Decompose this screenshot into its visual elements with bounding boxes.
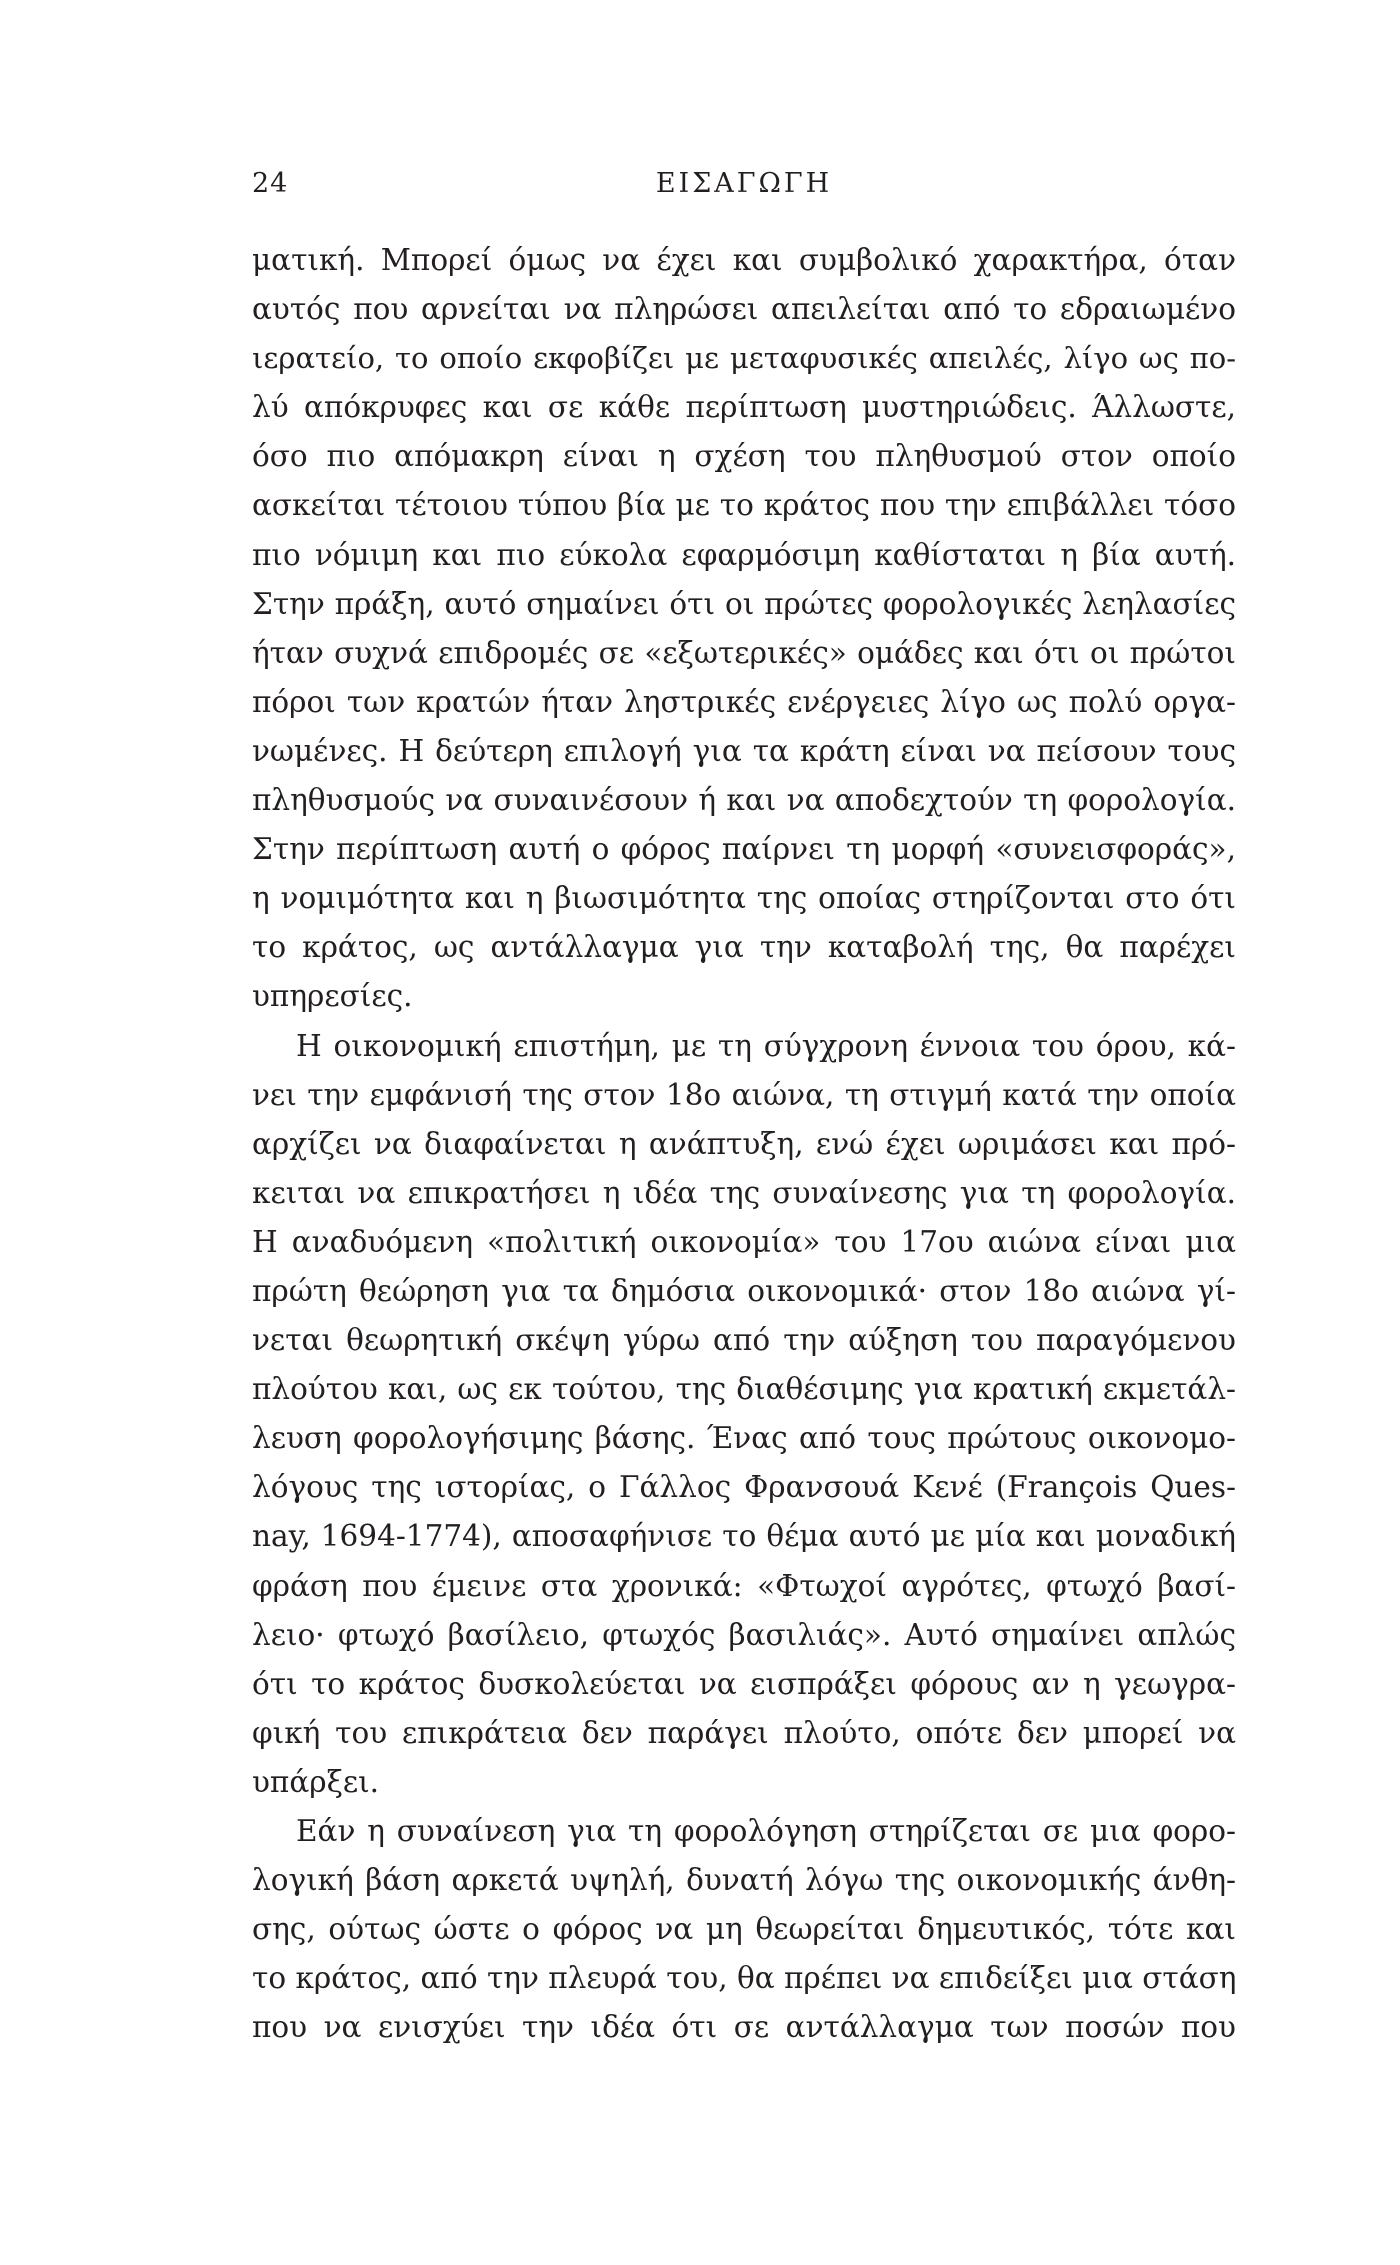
running-title: ΕΙΣΑΓΩΓΗ (655, 168, 833, 199)
text-line: το κράτος, από την πλευρά του, θα πρέπει να επιδείξει μια στάση (252, 1961, 1237, 1996)
text-line: νωμένες. Η δεύτερη επιλογή για τα κράτη είναι να πείσουν τους (252, 733, 1236, 768)
text-line: φράση που έμεινε στα χρονικά: «Φτωχοί αγρότες, φτωχό βασί- (252, 1568, 1236, 1603)
page-number: 24 (252, 168, 289, 199)
text-line: Στην περίπτωση αυτή ο φόρος παίρνει τη μορφή «συνεισφοράς», (252, 832, 1236, 867)
text-line: Στην πράξη, αυτό σημαίνει ότι οι πρώτες φορολογικές λεηλασίες (252, 586, 1236, 621)
text-line: πλούτου και, ως εκ τούτου, της διαθέσιμης για κρατική εκμετάλ- (252, 1372, 1236, 1407)
text-line: όσο πιο απόμακρη είναι η σχέση του πληθυσμού στον οποίο (252, 439, 1236, 474)
text-line: πρώτη θεώρηση για τα δημόσια οικονομικά· στον 18ο αιώνα γί- (252, 1273, 1236, 1308)
text-line: πιο νόμιμη και πιο εύκολα εφαρμόσιμη καθίσταται η βία αυτή. (252, 537, 1236, 572)
text-line: υπηρεσίες. (252, 979, 413, 1014)
text-line: πόροι των κρατών ήταν ληστρικές ενέργειες λίγο ως πολύ οργα- (252, 684, 1236, 719)
text-line: αρχίζει να διαφαίνεται η ανάπτυξη, ενώ έχει ωριμάσει και πρό- (252, 1126, 1236, 1161)
text-line: λύ απόκρυφες και σε κάθε περίπτωση μυστηριώδεις. Άλλωστε, (252, 390, 1236, 425)
text-line: ασκείται τέτοιου τύπου βία με το κράτος που την επιβάλλει τόσο (252, 488, 1236, 523)
text-line: φική του επικράτεια δεν παράγει πλούτο, οπότε δεν μπορεί να (252, 1715, 1236, 1750)
text-line: λειο· φτωχό βασίλειο, φτωχός βασιλιάς». Αυτό σημαίνει απλώς (252, 1617, 1236, 1652)
text-line: σης, ούτως ώστε ο φόρος να μη θεωρείται δημευτικός, τότε και (252, 1912, 1236, 1947)
text-line: Η αναδυόμενη «πολιτική οικονομία» του 17ου αιώνα είναι μια (252, 1224, 1236, 1259)
text-line: nay, 1694-1774), αποσαφήνισε το θέμα αυτό με μία και μοναδική (252, 1519, 1236, 1554)
text-line: λογική βάση αρκετά υψηλή, δυνατή λόγω της οικονομικής άνθη- (252, 1863, 1236, 1898)
text-line: Η οικονομική επιστήμη, με τη σύγχρονη έννοια του όρου, κά- (296, 1028, 1236, 1063)
text-line: η νομιμότητα και η βιωσιμότητα της οποίας στηρίζονται στο ότι (252, 881, 1236, 916)
text-line: νει την εμφάνισή της στον 18ο αιώνα, τη στιγμή κατά την οποία (252, 1077, 1236, 1112)
text-line: πληθυσμούς να συναινέσουν ή και να αποδεχτούν τη φορολογία. (252, 783, 1236, 818)
text-line: λευση φορολογήσιμης βάσης. Ένας από τους πρώτους οικονομο- (252, 1421, 1236, 1456)
text-line: ιερατείο, το οποίο εκφοβίζει με μεταφυσικές απειλές, λίγο ως πο- (252, 341, 1236, 376)
text-line: κειται να επικρατήσει η ιδέα της συναίνεσης για τη φορολογία. (252, 1175, 1236, 1210)
text-line: λόγους της ιστορίας, ο Γάλλος Φρανσουά Κενέ (François Ques- (252, 1470, 1236, 1505)
running-head (252, 168, 1236, 208)
text-line: το κράτος, ως αντάλλαγμα για την καταβολή της, θα παρέχει (252, 930, 1236, 965)
body-text (252, 236, 1236, 2052)
text-line: αυτός που αρνείται να πληρώσει απειλείται από το εδραιωμένο (252, 292, 1236, 327)
text-line: ματική. Μπορεί όμως να έχει και συμβολικό χαρακτήρα, όταν (252, 243, 1236, 277)
text-line: υπάρξει. (252, 1764, 380, 1799)
text-line: ήταν συχνά επιδρομές σε «εξωτερικές» ομάδες και ότι οι πρώτοι (252, 635, 1236, 670)
text-line: που να ενισχύει την ιδέα ότι σε αντάλλαγμα των ποσών που (252, 2010, 1236, 2045)
text-line: Εάν η συναίνεση για τη φορολόγηση στηρίζεται σε μια φορο- (296, 1814, 1236, 1848)
text-line: νεται θεωρητική σκέψη γύρω από την αύξηση του παραγόμενου (252, 1323, 1236, 1358)
text-line: ότι το κράτος δυσκολεύεται να εισπράξει φόρους αν η γεωγρα- (252, 1666, 1236, 1701)
